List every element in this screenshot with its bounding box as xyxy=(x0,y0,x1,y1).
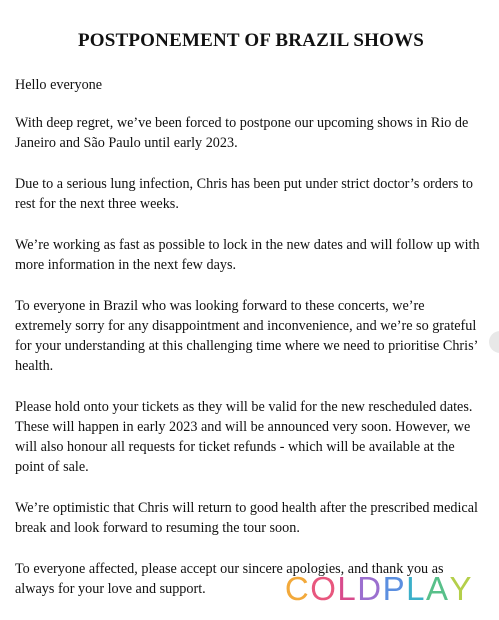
logo-letter: L xyxy=(406,570,426,607)
paragraph-reason: Due to a serious lung infection, Chris has been put under strict doctor’s orders to rest for the next three weeks. xyxy=(15,176,473,212)
paragraph-apology-brazil: To everyone in Brazil who was looking forward to these concerts, we’re extremely sorry for any disappointment and inconvenience, and we’re so grateful for your understanding at this challenging time where we need to prioritise Chris’ health. xyxy=(15,298,478,374)
paragraph-greeting: Hello everyone xyxy=(15,77,103,93)
post-title: POSTPONEMENT OF BRAZIL SHOWS xyxy=(77,30,425,51)
logo-letter: L xyxy=(337,570,358,607)
paragraph-new-dates: We’re working as fast as possible to lock in the new dates and will follow up with more information in the next few days. xyxy=(15,237,480,273)
paragraph-recovery: We’re optimistic that Chris will return to good health after the prescribed medical break and look forward to resuming the tour soon. xyxy=(15,500,478,536)
logo-letter: Y xyxy=(449,570,473,607)
logo-letter: O xyxy=(310,570,338,607)
paragraph-closing: To everyone affected, please accept our sincere apologies, and thank you as always for your love and support. xyxy=(15,561,444,597)
logo-letter: A xyxy=(425,570,450,607)
paragraph-postponement: With deep regret, we’ve been forced to postpone our upcoming shows in Rio de Janeiro and São Paulo until early 2023. xyxy=(15,115,469,151)
logo-letter: C xyxy=(284,570,311,607)
paragraph-tickets: Please hold onto your tickets as they will be valid for the new rescheduled dates. These will happen in early 2023 and will be announced very soon. However, we will also honour all requests for ticket refunds - which will be available at the point of sale. xyxy=(15,399,473,475)
logo-letter: D xyxy=(357,570,383,607)
coldplay-logo xyxy=(285,571,473,607)
logo-letter: P xyxy=(382,570,407,607)
